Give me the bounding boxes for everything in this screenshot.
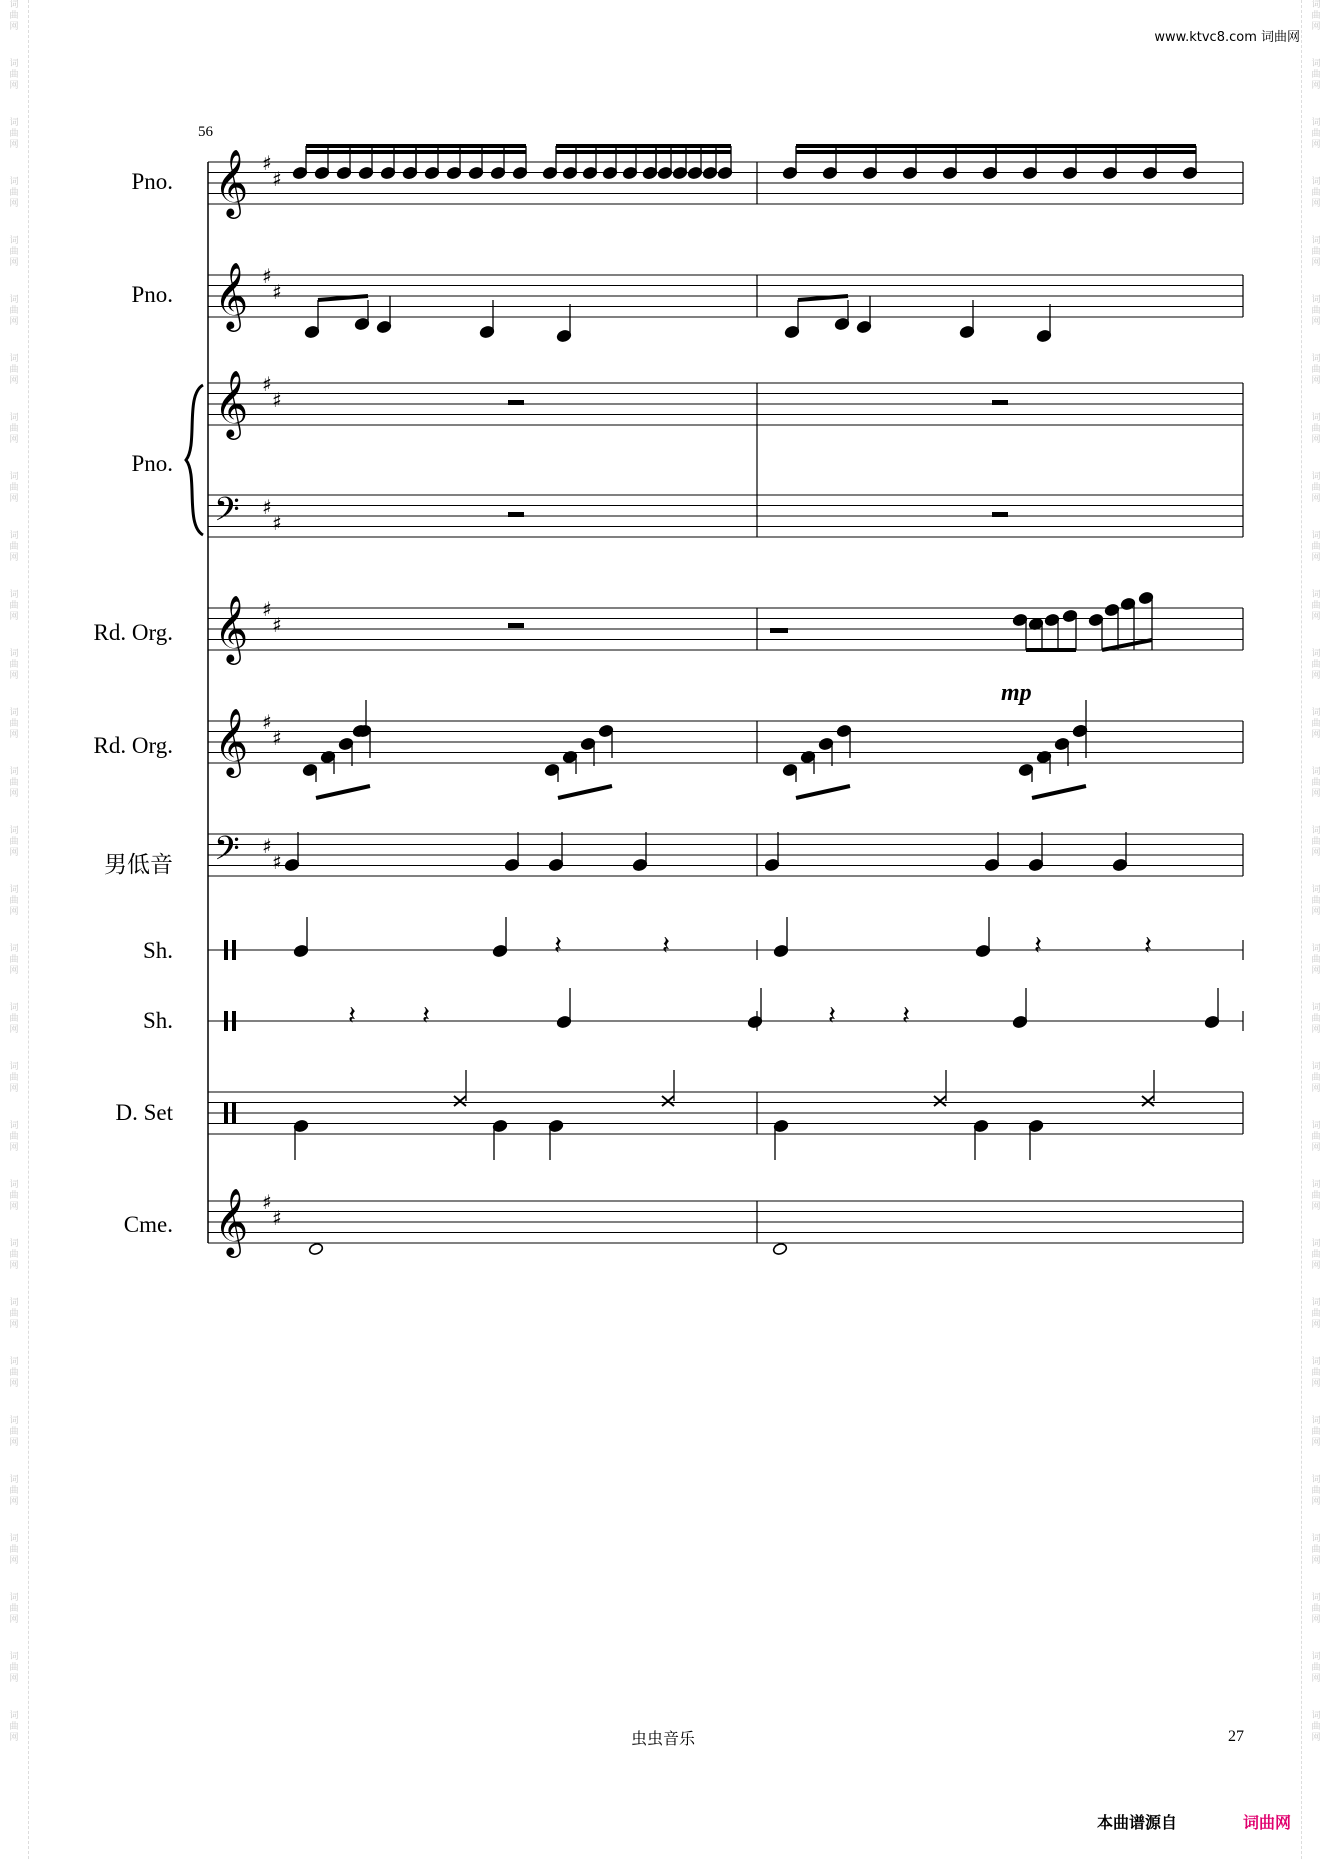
cymbal-x-head [1142,1096,1154,1106]
bass-clef: 𝄢 [214,491,240,537]
watermark-unit: 词 曲 网 [9,1534,19,1566]
watermark-unit: 词 曲 网 [9,1298,19,1330]
dynamic-marking: mp [1001,680,1032,706]
watermark-unit: 词 曲 网 [9,1180,19,1212]
watermark-unit: 词 曲 网 [1311,295,1321,327]
key-sharp: ♯ [272,511,282,535]
watermark-unit: 词 曲 网 [9,767,19,799]
watermark-unit: 词 曲 网 [1311,1062,1321,1094]
watermark-unit: 词 曲 网 [1311,1652,1321,1684]
key-sharp: ♯ [272,850,282,874]
watermark-unit: 词 曲 网 [9,1062,19,1094]
whole-rest [508,400,524,405]
watermark-unit: 词 曲 网 [9,1652,19,1684]
watermark-unit: 词 曲 网 [1311,118,1321,150]
page-number: 27 [1228,1728,1244,1745]
treble-clef: 𝄞 [214,707,249,775]
treble-clef: 𝄞 [214,148,249,216]
beam [1032,786,1086,798]
key-sharp: ♯ [262,151,272,175]
key-sharp: ♯ [272,167,282,191]
watermark-unit: 词 曲 网 [1311,1121,1321,1153]
watermark-unit: 词 曲 网 [9,472,19,504]
watermark-unit: 词 曲 网 [1311,354,1321,386]
treble-clef: 𝄞 [214,261,249,329]
watermark-unit: 词 曲 网 [9,295,19,327]
whole-rest [992,512,1008,517]
watermark-unit: 词 曲 网 [1311,413,1321,445]
watermark-unit: 词 曲 网 [1311,1239,1321,1271]
watermark-unit: 词 曲 网 [9,413,19,445]
watermark-unit: 词 曲 网 [9,1121,19,1153]
label-bass-voice: 男低音 [104,852,173,877]
watermark-unit: 词 曲 网 [9,944,19,976]
key-sharp: ♯ [262,834,272,858]
label-drum-set: D. Set [115,1100,173,1125]
grand-staff-brace [186,385,203,535]
key-sharp: ♯ [272,280,282,304]
watermark-unit: 词 曲 网 [1311,590,1321,622]
watermark-unit: 词 曲 网 [9,1357,19,1389]
watermark-unit: 词 曲 网 [1311,1534,1321,1566]
watermark-unit: 词 曲 网 [1311,472,1321,504]
label-cme: Cme. [123,1212,173,1237]
watermark-unit: 词 曲 网 [1311,1298,1321,1330]
percussion-clef [224,940,228,960]
key-sharp: ♯ [272,1206,282,1230]
watermark-unit: 词 曲 网 [9,590,19,622]
site-header[interactable]: www.ktvc8.com 词曲网 [1154,30,1300,45]
watermark-unit: 词 曲 网 [1311,1593,1321,1625]
watermark-unit: 词 曲 网 [1311,826,1321,858]
watermark-unit: 词 曲 网 [9,1475,19,1507]
label-shaker-1: Sh. [142,938,173,963]
quarter-rest: 𝄽 [348,1001,356,1031]
percussion-clef [232,1103,236,1123]
watermark-unit: 词 曲 网 [1311,767,1321,799]
watermark-unit: 词 曲 网 [1311,531,1321,563]
key-sharp: ♯ [262,597,272,621]
watermark-unit: 词 曲 网 [9,531,19,563]
cymbal-x-head [934,1096,946,1106]
watermark-unit: 词 曲 网 [9,826,19,858]
beam [1102,640,1152,650]
beam [558,786,612,798]
label-reed-organ-1: Rd. Org. [93,620,173,645]
notehead [308,1242,323,1255]
beam [798,296,848,300]
bass-clef: 𝄢 [214,830,240,876]
watermark-unit: 词 曲 网 [9,885,19,917]
cymbal-x-head [662,1096,674,1106]
label-piano-grand: Pno. [131,451,173,476]
watermark-unit: 词 曲 网 [1311,0,1321,32]
percussion-clef [232,940,236,960]
watermark-unit: 词 曲 网 [9,59,19,91]
watermark-unit: 词 曲 网 [9,1416,19,1448]
beam [316,786,370,798]
watermark-unit: 词 曲 网 [1311,885,1321,917]
treble-clef: 𝄞 [214,594,249,662]
half-rest [770,628,788,633]
beam [318,296,368,300]
quarter-rest: 𝄽 [1034,931,1042,961]
percussion-clef [224,1103,228,1123]
watermark-unit: 词 曲 网 [1311,1180,1321,1212]
key-sharp: ♯ [262,710,272,734]
watermark-unit: 词 曲 网 [9,0,19,32]
watermark-unit: 词 曲 网 [1311,944,1321,976]
notation-marks [186,146,1243,1258]
bar-number: 56 [198,124,213,140]
watermark-unit: 词 曲 网 [9,1239,19,1271]
treble-clef: 𝄞 [214,1187,249,1255]
key-sharp: ♯ [262,1190,272,1214]
key-sharp: ♯ [272,613,282,637]
watermark-unit: 词 曲 网 [9,236,19,268]
whole-rest [508,512,524,517]
label-reed-organ-2: Rd. Org. [93,733,173,758]
watermark-unit: 词 曲 网 [9,708,19,740]
quarter-rest: 𝄽 [902,1001,910,1031]
quarter-rest: 𝄽 [1144,931,1152,961]
notehead [772,1242,787,1255]
source-brand[interactable]: 词曲网 [1243,1813,1292,1832]
watermark-unit: 词 曲 网 [1311,1003,1321,1035]
watermark-unit: 词 曲 网 [9,118,19,150]
quarter-rest: 𝄽 [828,1001,836,1031]
footer-title: 虫虫音乐 [631,1731,696,1748]
watermark-unit: 词 曲 网 [1311,236,1321,268]
watermark-unit: 词 曲 网 [1311,1357,1321,1389]
key-sharp: ♯ [262,264,272,288]
watermark-unit: 词 曲 网 [1311,177,1321,209]
key-sharp: ♯ [272,388,282,412]
watermark-unit: 词 曲 网 [9,1711,19,1743]
label-piano-2: Pno. [131,282,173,307]
watermark-unit: 词 曲 网 [1311,708,1321,740]
label-shaker-2: Sh. [142,1008,173,1033]
quarter-rest: 𝄽 [554,931,562,961]
quarter-rest: 𝄽 [662,931,670,961]
quarter-rest: 𝄽 [422,1001,430,1031]
source-note: 本曲谱源自 [1097,1813,1178,1832]
beam [796,786,850,798]
watermark-unit: 词 曲 网 [1311,649,1321,681]
watermark-unit: 词 曲 网 [1311,1711,1321,1743]
watermark-unit: 词 曲 网 [9,1593,19,1625]
watermark-unit: 词 曲 网 [1311,1475,1321,1507]
percussion-clef [232,1011,236,1031]
watermark-unit: 词 曲 网 [9,177,19,209]
watermark-unit: 词 曲 网 [9,354,19,386]
whole-rest [992,400,1008,405]
treble-clef: 𝄞 [214,369,249,437]
watermark-unit: 词 曲 网 [9,649,19,681]
key-sharp: ♯ [272,726,282,750]
watermark-unit: 词 曲 网 [1311,1416,1321,1448]
watermark-unit: 词 曲 网 [9,1003,19,1035]
cymbal-x-head [454,1096,466,1106]
label-piano-1: Pno. [131,169,173,194]
whole-rest [508,623,524,628]
watermark-unit: 词 曲 网 [1311,59,1321,91]
key-sharp: ♯ [262,495,272,519]
key-sharp: ♯ [262,372,272,396]
percussion-clef [224,1011,228,1031]
